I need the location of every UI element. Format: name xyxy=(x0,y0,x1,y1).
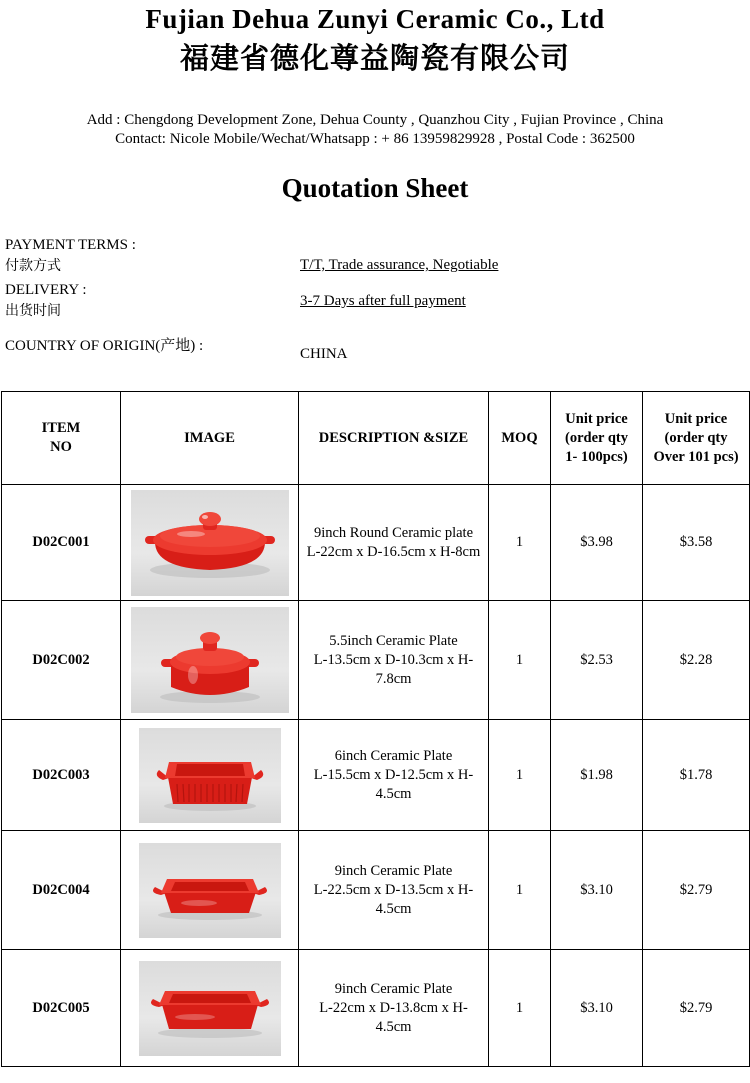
price-small-order-cell: $1.98 xyxy=(551,720,643,831)
description-line2: L-13.5cm x D-10.3cm x H- xyxy=(313,651,474,668)
company-address: Add : Chengdong Development Zone, Dehua County , Quanzhou City , Fujian Province , China xyxy=(86,112,664,128)
description-line3: 4.5cm xyxy=(375,1018,412,1035)
description-line2: L-22cm x D-13.8cm x H- xyxy=(319,999,468,1016)
table-row xyxy=(2,831,750,950)
description-line1: 9inch Ceramic Plate xyxy=(334,980,453,997)
header-description: DESCRIPTION &SIZE xyxy=(299,392,489,485)
delivery-value: 3-7 Days after full payment xyxy=(300,293,466,309)
description-line2: L-15.5cm x D-12.5cm x H- xyxy=(313,766,474,783)
price-large-order-cell: $1.78 xyxy=(643,720,750,831)
moq-cell: 1 xyxy=(489,720,551,831)
price-small-order-cell: $2.53 xyxy=(551,601,643,720)
delivery-label-cn: 出货时间 xyxy=(5,303,61,319)
item-no: D02C005 xyxy=(2,950,121,1067)
moq-cell: 1 xyxy=(489,831,551,950)
payment-terms-label xyxy=(5,235,136,277)
page-title: Quotation Sheet xyxy=(281,173,469,203)
description-line3: 7.8cm xyxy=(375,670,412,687)
origin-label: COUNTRY OF ORIGIN(产地) : xyxy=(5,338,204,354)
header-price1-line3: 1- 100pcs) xyxy=(565,448,628,465)
header-item-no-line2: NO xyxy=(50,439,72,455)
description-cell xyxy=(299,720,489,831)
delivery-label xyxy=(5,280,87,322)
price-large-order-cell: $3.58 xyxy=(643,485,750,601)
price-large-order-cell: $2.79 xyxy=(643,831,750,950)
product-image-cell xyxy=(121,950,299,1067)
product-image-cell xyxy=(121,831,299,950)
description-line1: 9inch Round Ceramic plate xyxy=(313,524,474,541)
price-large-order-cell: $2.79 xyxy=(643,950,750,1067)
header-moq: MOQ xyxy=(489,392,551,485)
moq-cell: 1 xyxy=(489,601,551,720)
item-no: D02C003 xyxy=(2,720,121,831)
moq-cell: 1 xyxy=(489,485,551,601)
payment-terms-value: T/T, Trade assurance, Negotiable xyxy=(300,257,499,273)
red-oval-baker-photo xyxy=(139,843,281,938)
description-line2: L-22cm x D-16.5cm x H-8cm xyxy=(306,543,481,560)
payment-terms-label-cn: 付款方式 xyxy=(5,258,61,274)
item-no: D02C001 xyxy=(2,485,121,601)
header-image: IMAGE xyxy=(121,392,299,485)
description-line2: L-22.5cm x D-13.5cm x H- xyxy=(313,881,474,898)
description-cell xyxy=(299,485,489,601)
delivery-label-en: DELIVERY : xyxy=(5,282,87,298)
table-row xyxy=(2,720,750,831)
red-rectangular-baker-photo xyxy=(139,961,281,1056)
price-small-order-cell: $3.10 xyxy=(551,950,643,1067)
table-row xyxy=(2,950,750,1067)
company-contact: Contact: Nicole Mobile/Wechat/Whatsapp : + 86 13959829928 , Postal Code : 362500 xyxy=(115,131,635,147)
header-price-large-order xyxy=(643,392,750,485)
header-item-no xyxy=(2,392,121,485)
header-price1-line2: (order qty xyxy=(565,429,628,446)
red-mini-cocotte-photo xyxy=(131,607,289,713)
description-line3: 4.5cm xyxy=(375,785,412,802)
item-no: D02C002 xyxy=(2,601,121,720)
header-price2-line3: Over 101 pcs) xyxy=(653,448,739,465)
header-price1-line1: Unit price xyxy=(565,410,628,427)
description-line3: 4.5cm xyxy=(375,900,412,917)
product-image-cell xyxy=(121,720,299,831)
item-no: D02C004 xyxy=(2,831,121,950)
product-image-cell xyxy=(121,601,299,720)
red-round-casserole-photo xyxy=(131,490,289,596)
description-cell xyxy=(299,601,489,720)
table-row xyxy=(2,601,750,720)
company-name-en: Fujian Dehua Zunyi Ceramic Co., Ltd xyxy=(145,4,605,34)
price-small-order-cell: $3.98 xyxy=(551,485,643,601)
company-name-cn: 福建省德化尊益陶瓷有限公司 xyxy=(179,41,570,75)
description-line1: 6inch Ceramic Plate xyxy=(334,747,453,764)
table-header-row xyxy=(2,392,750,485)
origin-value: CHINA xyxy=(300,346,348,362)
payment-terms-label-en: PAYMENT TERMS : xyxy=(5,237,136,253)
header-price2-line1: Unit price xyxy=(664,410,728,427)
description-cell xyxy=(299,831,489,950)
header-price2-line2: (order qty xyxy=(664,429,728,446)
description-line1: 5.5inch Ceramic Plate xyxy=(329,632,458,649)
header-price-small-order xyxy=(551,392,643,485)
moq-cell: 1 xyxy=(489,950,551,1067)
product-image-cell xyxy=(121,485,299,601)
red-square-baker-photo xyxy=(139,728,281,823)
quotation-table xyxy=(1,391,750,1067)
description-line1: 9inch Ceramic Plate xyxy=(334,862,453,879)
table-row xyxy=(2,485,750,601)
description-cell xyxy=(299,950,489,1067)
header-item-no-line1: ITEM xyxy=(41,420,81,436)
price-large-order-cell: $2.28 xyxy=(643,601,750,720)
price-small-order-cell: $3.10 xyxy=(551,831,643,950)
